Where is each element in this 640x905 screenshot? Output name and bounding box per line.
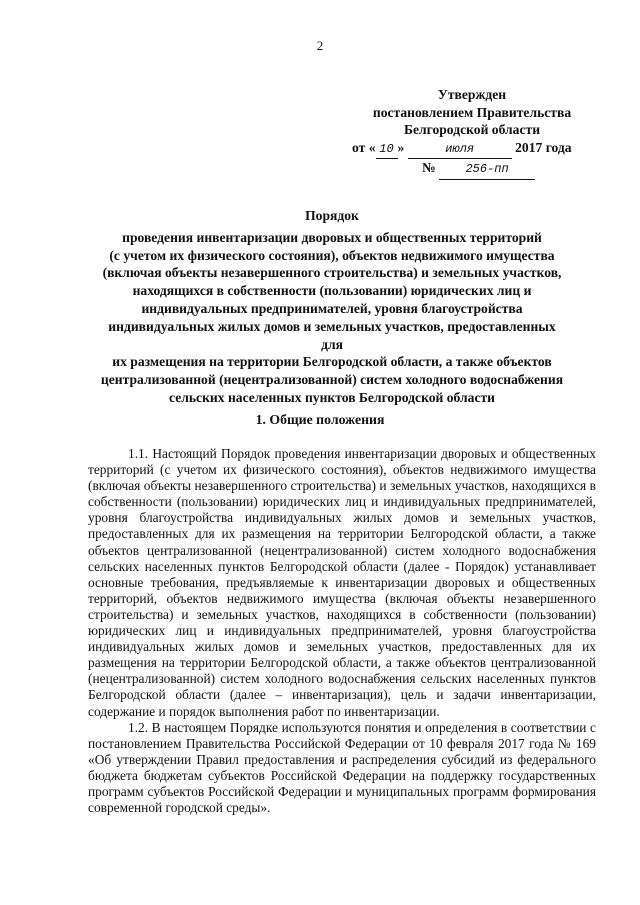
approval-stamp	[352, 86, 592, 180]
paragraph-1-2: 1.2. В настоящем Порядке используются понятия и определения в соответствии с постановлением Правительства Российской Федерации от 10 февраля 2017 года № 169 «Об утверждении Правил предоставления и распределения субсидий из федерального бюджета бюджетам субъектов Российской Федерации на поддержку государственных программ субъектов Российской Федерации и муниципальных программ формирования современной городской среды».	[88, 719, 596, 816]
title-line: находящихся в собственности (пользовании) юридических лиц и	[132, 283, 532, 299]
approval-number	[352, 159, 592, 180]
number-value: 256-пп	[439, 161, 535, 180]
approval-line-2: постановлением Правительства	[372, 104, 572, 120]
approval-line-3: Белгородской области	[403, 122, 541, 137]
title-word: Порядок	[305, 208, 359, 223]
document-title	[96, 207, 568, 407]
title-line: централизованной (нецентрализованной) систем холодного водоснабжения	[100, 372, 564, 388]
approval-date	[352, 139, 592, 160]
date-prefix: от «	[352, 139, 376, 155]
title-line: их размещения на территории Белгородской области, а также объектов	[112, 354, 552, 370]
date-suffix: 2017 года	[515, 139, 572, 155]
title-line: проведения инвентаризации дворовых и общественных территорий	[122, 229, 542, 245]
document-body	[88, 446, 596, 816]
title-line: сельских населенных пунктов Белгородской области	[169, 389, 495, 405]
title-line: (с учетом их физического состояния), объектов недвижимого имущества	[109, 247, 555, 263]
number-label: №	[422, 160, 436, 175]
date-month: июля	[408, 141, 512, 160]
section-heading: 1. Общие положения	[255, 412, 385, 427]
date-mid: »	[397, 139, 405, 155]
approval-line-1: Утвержден	[437, 87, 507, 102]
paragraph-1-1: 1.1. Настоящий Порядок проведения инвентаризации дворовых и общественных территорий (с учетом их физического состояния), объектов недвижимого имущества (включая объекты незавершенного строительства) и земельных участков, находящихся в собственности (пользовании) юридических лиц и индивидуальных предпринимателей, уровня благоустройства индивидуальных жилых домов и земельных участков, предоставленных для их размещения на территории Белгородской области, а также объектов централизованной (нецентрализованной) систем холодного водоснабжения сельских населенных пунктов Белгородской области (далее - Порядок) устанавливает основные требования, предъявляемые к инвентаризации дворовых и общественных территорий, объектов недвижимого имущества (включая объекты незавершенного строительства) и земельных участков, находящихся в собственности (пользовании) юридических лиц и индивидуальных предпринимателей, уровня благоустройства индивидуальных жилых домов и земельных участков, предоставленных для их размещения на территории Белгородской области, а также объектов централизованной (нецентрализованной) систем холодного водоснабжения сельских населенных пунктов Белгородской области (далее – инвентаризация), цель и задачи инвентаризации, содержание и порядок выполнения работ по инвентаризации.	[88, 446, 596, 719]
page-number: 2	[316, 38, 324, 53]
title-line: (включая объекты незавершенного строительства) и земельных участков,	[102, 265, 562, 281]
title-line: индивидуальных предпринимателей, уровня благоустройства	[141, 300, 523, 316]
date-day: 10	[376, 141, 398, 160]
title-line: индивидуальных жилых домов и земельных участков, предоставленных для	[108, 318, 556, 352]
